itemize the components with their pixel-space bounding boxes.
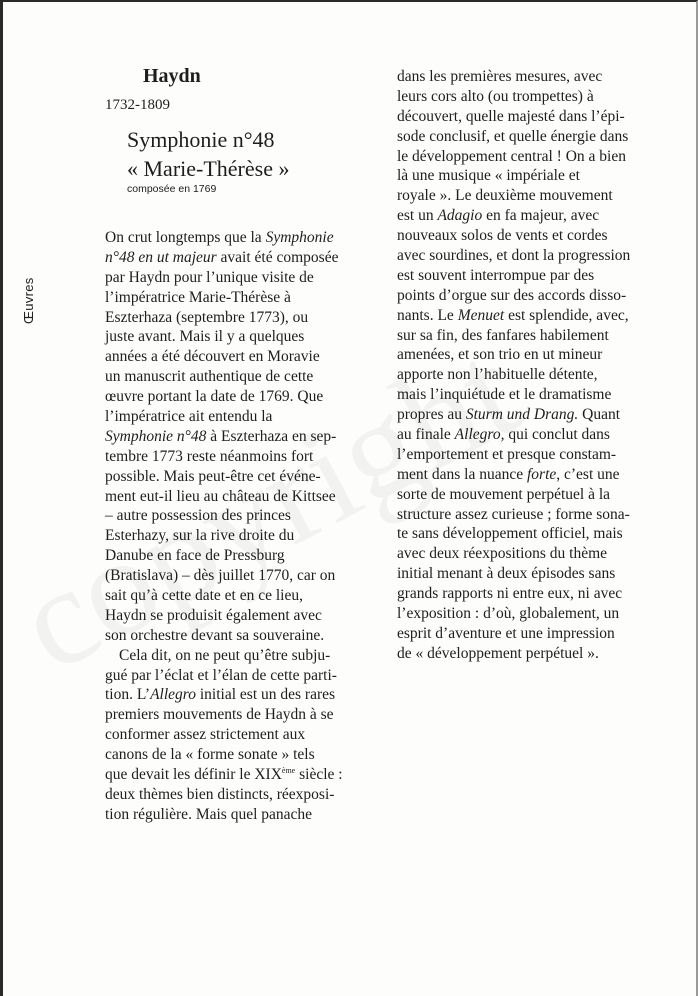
text-line bbox=[105, 526, 343, 546]
text-run: l’exposition : d’où, globalement, un bbox=[397, 605, 620, 623]
work-title bbox=[127, 125, 289, 183]
text-run: œuvre portant la date de 1769. Que bbox=[105, 388, 324, 406]
text-run: premiers mouvements de Haydn à se bbox=[105, 706, 334, 724]
text-run: sorte de mouvement perpétuel à la bbox=[397, 485, 611, 503]
italic-text: n°48 en ut majeur bbox=[105, 248, 217, 266]
italic-text: Symphonie bbox=[265, 229, 334, 246]
work-title-line-2: « Marie-Thérèse » bbox=[127, 156, 290, 181]
text-run: (Bratislava) – dès juillet 1770, car on bbox=[105, 567, 336, 585]
text-run: est un bbox=[397, 207, 438, 225]
text-run: qui conclut dans bbox=[504, 426, 610, 444]
italic-text: Menuet bbox=[457, 306, 505, 324]
text-run: te sans développement officiel, mais bbox=[397, 525, 623, 543]
text-line bbox=[105, 407, 343, 427]
text-line bbox=[397, 564, 630, 584]
text-run: que devait les définir le XIX bbox=[105, 766, 282, 784]
text-run: grands rapports ni entre eux, ni avec bbox=[397, 585, 623, 603]
text-line bbox=[397, 206, 630, 226]
text-run: juste avant. Mais il y a quelques bbox=[105, 328, 305, 346]
text-line bbox=[105, 248, 343, 268]
text-run: de « développement perpétuel ». bbox=[397, 644, 599, 662]
italic-text: Allegro bbox=[150, 686, 196, 704]
text-run: canons de la « forme sonate » tels bbox=[105, 746, 315, 764]
text-run: Haydn se produisit également avec bbox=[105, 606, 322, 624]
text-line bbox=[397, 226, 630, 246]
italic-text: Adagio bbox=[437, 207, 483, 225]
text-line bbox=[397, 584, 630, 604]
text-run: conformer assez strictement aux bbox=[105, 726, 306, 744]
right-text-column bbox=[397, 67, 630, 664]
text-run: siècle : bbox=[295, 766, 343, 784]
text-run: l’impératrice Marie-Thérèse à bbox=[105, 288, 291, 306]
text-line bbox=[105, 327, 343, 347]
composer-dates: 1732-1809 bbox=[105, 97, 170, 113]
text-run: au finale bbox=[397, 426, 455, 444]
text-run: structure assez curieuse ; forme sona- bbox=[397, 505, 630, 523]
text-run: avec sourdines, et dont la progression bbox=[397, 247, 631, 265]
text-run: Quant bbox=[578, 406, 621, 424]
text-line bbox=[105, 606, 343, 626]
text-run: leurs cors alto (ou trompettes) à bbox=[397, 87, 594, 105]
text-line bbox=[397, 186, 630, 206]
text-line bbox=[105, 685, 343, 705]
text-run: nants. Le bbox=[397, 306, 458, 324]
text-line bbox=[397, 385, 630, 405]
text-line bbox=[397, 405, 630, 425]
text-run: son orchestre devant sa souveraine. bbox=[105, 626, 325, 644]
superscript-text: ème bbox=[281, 766, 296, 776]
text-line bbox=[397, 445, 630, 465]
italic-text: Allegro, bbox=[454, 426, 505, 444]
italic-text: forte bbox=[526, 465, 557, 483]
text-run: est splendide, avec, bbox=[504, 306, 629, 324]
text-run: apporte non l’habituelle détente, bbox=[397, 366, 598, 384]
text-run: propres au bbox=[397, 406, 466, 424]
text-line bbox=[397, 544, 630, 564]
text-line bbox=[105, 447, 343, 467]
text-run: par Haydn pour l’unique visite de bbox=[105, 268, 314, 286]
text-run: années a été découvert en Moravie bbox=[105, 348, 320, 366]
text-line bbox=[105, 666, 343, 686]
text-run: nouveaux solos de vents et cordes bbox=[397, 227, 608, 245]
text-run: tion régulière. Mais quel panache bbox=[105, 805, 313, 823]
text-run: initial est un des rares bbox=[196, 686, 336, 704]
text-run: sode conclusif, et quelle énergie dans bbox=[397, 127, 629, 145]
side-section-label: Œuvres bbox=[21, 277, 36, 324]
text-run: Danube en face de Pressburg bbox=[105, 547, 285, 565]
text-line bbox=[105, 467, 343, 487]
text-line bbox=[397, 604, 630, 624]
text-line bbox=[105, 427, 343, 447]
text-line bbox=[105, 367, 343, 387]
text-run: gué par l’éclat et l’élan de cette parti- bbox=[105, 666, 337, 684]
text-line bbox=[105, 566, 343, 586]
text-line bbox=[397, 306, 630, 326]
text-run: l’impératrice ait entendu la bbox=[105, 408, 273, 426]
work-title-line-1: Symphonie n°48 bbox=[127, 127, 275, 152]
text-run: initial menant à deux épisodes sans bbox=[397, 565, 616, 583]
text-run: ment dans la nuance bbox=[397, 465, 527, 483]
text-line bbox=[397, 166, 630, 186]
text-run: à Eszterhaza en sep- bbox=[206, 427, 337, 445]
text-line bbox=[105, 705, 343, 725]
text-line bbox=[397, 87, 630, 107]
text-line bbox=[397, 246, 630, 266]
italic-text: Sturm und Drang. bbox=[465, 406, 579, 424]
text-run: en fa majeur, avec bbox=[482, 207, 600, 225]
text-run: Cela dit, on ne peut qu’être subju- bbox=[119, 646, 331, 664]
text-run: dans les premières mesures, avec bbox=[397, 68, 603, 85]
text-run: On crut longtemps que la bbox=[105, 229, 266, 246]
text-run: , c’est une bbox=[556, 465, 620, 483]
text-line bbox=[105, 646, 343, 666]
text-line bbox=[397, 147, 630, 167]
left-text-column bbox=[105, 228, 343, 825]
text-line bbox=[105, 228, 343, 248]
text-line bbox=[105, 765, 343, 785]
text-line bbox=[397, 266, 630, 286]
text-line bbox=[105, 308, 343, 328]
text-run: avait été composée bbox=[216, 248, 339, 266]
text-run: le développement central ! On a bien bbox=[397, 147, 626, 165]
text-line bbox=[397, 425, 630, 445]
text-run: est souvent interrompue par des bbox=[397, 266, 595, 284]
text-run: Eszterhaza (septembre 1773), ou bbox=[105, 308, 309, 326]
text-line bbox=[105, 725, 343, 745]
text-line bbox=[105, 387, 343, 407]
text-run: amenées, et son trio en ut mineur bbox=[397, 346, 603, 364]
composer-name: Haydn bbox=[143, 65, 201, 87]
text-line bbox=[397, 624, 630, 644]
text-run: royale ». Le deuxième mouvement bbox=[397, 187, 613, 205]
text-line bbox=[105, 487, 343, 507]
composition-date: composée en 1769 bbox=[127, 183, 217, 195]
text-line bbox=[397, 107, 630, 127]
text-run: sait qu’à cette date et en ce lieu, bbox=[105, 587, 303, 605]
text-run: avec deux réexpositions du thème bbox=[397, 545, 608, 563]
text-line bbox=[105, 546, 343, 566]
text-line bbox=[397, 644, 630, 664]
text-run: tembre 1773 reste néanmoins fort bbox=[105, 447, 314, 465]
text-run: tion. L’ bbox=[105, 686, 151, 704]
text-run: mais l’inquiétude et le dramatisme bbox=[397, 386, 612, 404]
text-line bbox=[397, 326, 630, 346]
text-line bbox=[397, 524, 630, 544]
text-line bbox=[105, 626, 343, 646]
text-run: sur sa fin, des fanfares habilement bbox=[397, 326, 609, 344]
text-line bbox=[105, 785, 343, 805]
text-line bbox=[105, 268, 343, 288]
text-line bbox=[397, 465, 630, 485]
text-run: là une musique « impériale et bbox=[397, 167, 580, 185]
text-line bbox=[105, 288, 343, 308]
text-run: un manuscrit authentique de cette bbox=[105, 368, 314, 386]
text-line bbox=[397, 505, 630, 525]
text-run: esprit d’aventure et une impression bbox=[397, 624, 615, 642]
text-run: deux thèmes bien distincts, réexposi- bbox=[105, 785, 335, 803]
text-line bbox=[105, 347, 343, 367]
text-line bbox=[397, 345, 630, 365]
text-line bbox=[397, 67, 630, 87]
text-run: possible. Mais peut-être cet événe- bbox=[105, 467, 321, 485]
text-line bbox=[105, 745, 343, 765]
text-line bbox=[397, 127, 630, 147]
text-line bbox=[397, 286, 630, 306]
italic-text: Symphonie n°48 bbox=[105, 427, 207, 445]
text-run: l’emportement et presque constam- bbox=[397, 445, 617, 463]
text-run: découvert, quelle majesté dans l’épi- bbox=[397, 107, 625, 125]
text-line bbox=[397, 485, 630, 505]
text-line bbox=[397, 365, 630, 385]
text-line bbox=[105, 506, 343, 526]
text-run: ment eut-il lieu au château de Kittsee bbox=[105, 487, 336, 505]
text-run: Esterhazy, sur la rive droite du bbox=[105, 527, 295, 545]
text-run: points d’orgue sur des accords disso- bbox=[397, 286, 627, 304]
text-line bbox=[105, 805, 343, 825]
text-run: – autre possession des princes bbox=[105, 507, 291, 525]
text-line bbox=[105, 586, 343, 606]
